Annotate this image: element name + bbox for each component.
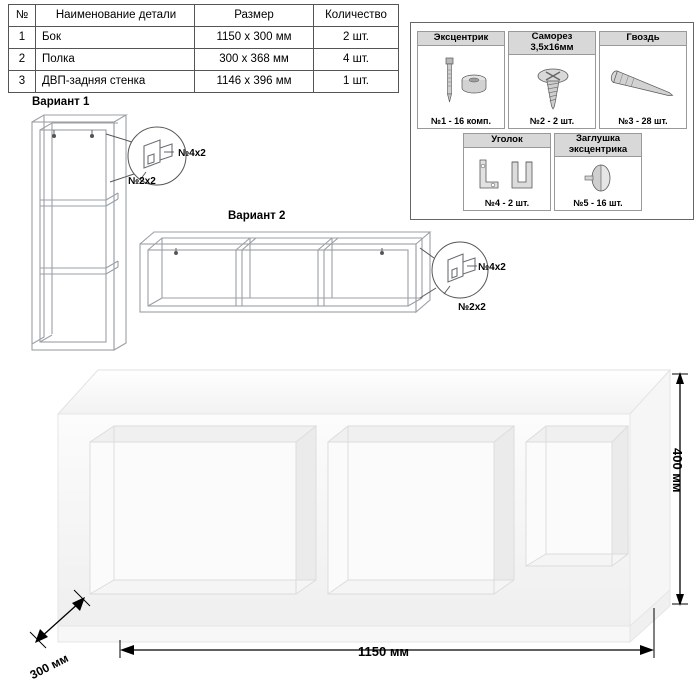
cell-size: 1146 x 396 мм: [195, 71, 314, 93]
hardware-title-line1: Саморез: [531, 31, 573, 42]
nail-icon: [600, 54, 686, 112]
cell-quantity: 4 шт.: [314, 49, 399, 71]
variant-1-label: Вариант 1: [32, 96, 90, 108]
column-header-number: №: [9, 5, 36, 27]
corner-bracket-icon: [464, 156, 550, 194]
variant-1-callout-1: №4x2: [178, 148, 206, 159]
table-row: [9, 49, 399, 71]
dimension-height-label: 400 мм: [670, 448, 685, 493]
dimension-depth-label: 300 мм: [27, 650, 71, 682]
hardware-caption: №1 - 16 комп.: [431, 116, 491, 126]
cell-name: ДВП-задняя стенка: [36, 71, 195, 93]
table-row: [9, 27, 399, 49]
hardware-caption: №2 - 2 шт.: [529, 116, 575, 126]
hardware-title: Гвоздь: [600, 32, 686, 46]
screw-icon: [509, 62, 595, 112]
cabinet-3d-render: [28, 350, 688, 675]
cam-lock-icon: [418, 54, 504, 112]
cell-name: Бок: [36, 27, 195, 49]
hardware-title-line1: Заглушка: [575, 133, 621, 144]
cell-number: 3: [9, 71, 36, 93]
hardware-panel: [410, 22, 694, 220]
hardware-title: [555, 134, 641, 157]
hardware-caption: №5 - 16 шт.: [573, 198, 623, 208]
hardware-caption: №4 - 2 шт.: [484, 198, 530, 208]
cell-name: Полка: [36, 49, 195, 71]
hardware-title: [509, 32, 595, 55]
hardware-item-corner-bracket: [463, 133, 551, 211]
dimension-width-label: 1150 мм: [358, 644, 410, 659]
hardware-caption: №3 - 28 шт.: [618, 116, 668, 126]
hardware-title-line2: 3,5x16мм: [530, 41, 574, 53]
hardware-item-screw: [508, 31, 596, 129]
cell-quantity: 1 шт.: [314, 71, 399, 93]
variant-2-callout-1: №4x2: [478, 262, 506, 273]
table-header-row: [9, 5, 399, 27]
column-header-name: Наименование детали: [36, 5, 195, 27]
parts-table: [8, 4, 399, 93]
cell-number: 2: [9, 49, 36, 71]
cell-size: 1150 x 300 мм: [195, 27, 314, 49]
cell-number: 1: [9, 27, 36, 49]
cell-size: 300 x 368 мм: [195, 49, 314, 71]
cam-cover-icon: [555, 164, 641, 194]
column-header-size: Размер: [195, 5, 314, 27]
cell-quantity: 2 шт.: [314, 27, 399, 49]
hardware-title: Уголок: [464, 134, 550, 148]
variant-2-label: Вариант 2: [228, 210, 286, 222]
hardware-title: Эксцентрик: [418, 32, 504, 46]
hardware-title-line2: эксцентрика: [568, 143, 628, 155]
hardware-item-nail: [599, 31, 687, 129]
variant-1-callout-2: №2x2: [128, 176, 156, 187]
hardware-item-cam-lock: [417, 31, 505, 129]
table-row: [9, 71, 399, 93]
column-header-quantity: Количество: [314, 5, 399, 27]
hardware-item-cam-cover: [554, 133, 642, 211]
variant-2-drawing: [132, 222, 492, 337]
variant-2-callout-2: №2x2: [458, 302, 486, 313]
